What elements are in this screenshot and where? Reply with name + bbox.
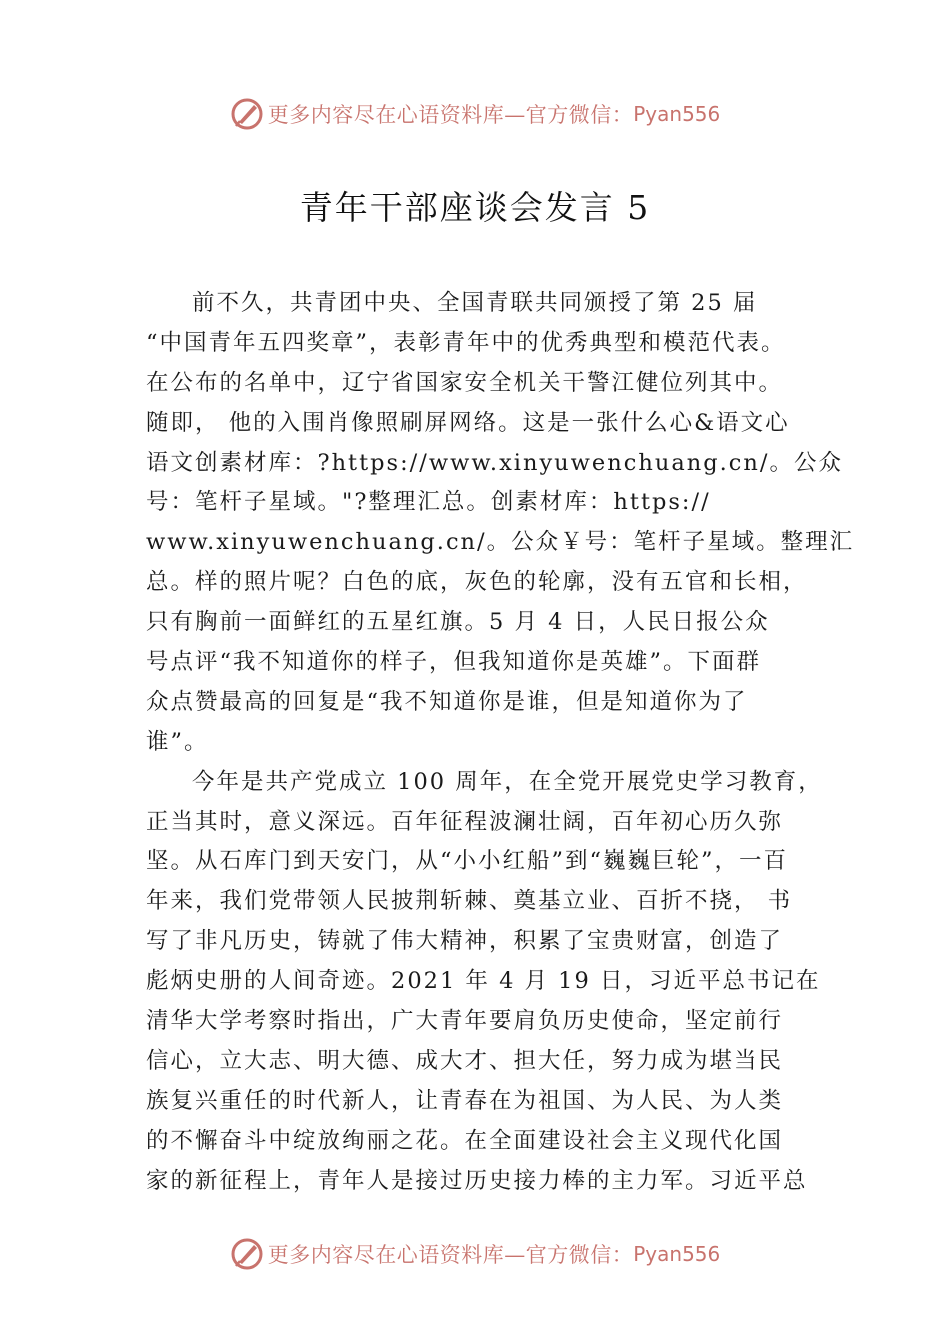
body-line: 随即， 他的入围肖像照刷屏网络。这是一张什么心&语文心 [146,409,790,436]
body-line: 只有胸前一面鲜红的五星红旗。5 月 4 日，人民日报公众 [146,609,770,636]
body-line: 清华大学考察时指出，广大青年要肩负历史使命，坚定前行 [146,1008,784,1035]
footer-wechat-id: Pyan556 [633,1242,721,1266]
document-body [146,284,855,1201]
body-line: 号点评“我不知道你的样子，但我知道你是英雄”。下面群 [146,649,762,676]
body-line: 前不久，共青团中央、全国青联共同颁授了第 25 届 [192,290,758,316]
body-line: 彪炳史册的人间奇迹。2021 年 4 月 19 日，习近平总书记在 [146,968,821,995]
body-line: 号：笔杆子星域。"?整理汇总。创素材库：https:// [146,489,711,516]
body-line: 家的新征程上，青年人是接过历史接力棒的主力军。习近平总 [146,1167,808,1194]
body-line: 语文创素材库：?https://www.xinyuwenchuang.cn/。公众 [146,449,843,476]
header-wechat-id: Pyan556 [633,102,721,126]
body-line: 的不懈奋斗中绽放绚丽之花。在全面建设社会主义现代化国 [146,1127,784,1154]
body-line: 众点赞最高的回复是“我不知道你是谁，但是知道你为了 [146,688,748,715]
document-title: 青年干部座谈会发言 5 [299,188,651,227]
body-line: “中国青年五四奖章”，表彰青年中的优秀典型和模范代表。 [146,329,786,356]
footer-banner [0,1234,950,1274]
body-line: 族复兴重任的时代新人，让青春在为祖国、为人民、为人类 [146,1087,784,1114]
body-line: 年来，我们党带领人民披荆斩棘、奠基立业、百折不挠， 书 [146,888,793,915]
body-line: 信心，立大志、明大德、成大才、担大任，努力成为堪当民 [146,1047,784,1074]
header-promo-text: 更多内容尽在心语资料库—官方微信： [267,103,634,127]
quill-logo-icon [230,97,264,131]
quill-logo-icon [230,1237,264,1271]
footer-promo-text: 更多内容尽在心语资料库—官方微信： [267,1243,634,1267]
body-line: 谁”。 [146,728,209,755]
body-line: 总。样的照片呢？白色的底，灰色的轮廓，没有五官和长相， [146,569,808,596]
body-line: 写了非凡历史，铸就了伟大精神，积累了宝贵财富，创造了 [146,928,784,955]
body-line: 今年是共产党成立 100 周年，在全党开展党史学习教育， [192,768,823,795]
header-banner [0,94,950,134]
body-line: 坚。从石库门到天安门，从“小小红船”到“巍巍巨轮”，一百 [146,848,789,875]
body-line: 正当其时，意义深远。百年征程波澜壮阔，百年初心历久弥 [146,808,784,835]
body-line: 在公布的名单中，辽宁省国家安全机关干警江健位列其中。 [146,369,784,396]
body-line: www.xinyuwenchuang.cn/。公众￥号：笔杆子星域。整理汇 [146,529,855,556]
